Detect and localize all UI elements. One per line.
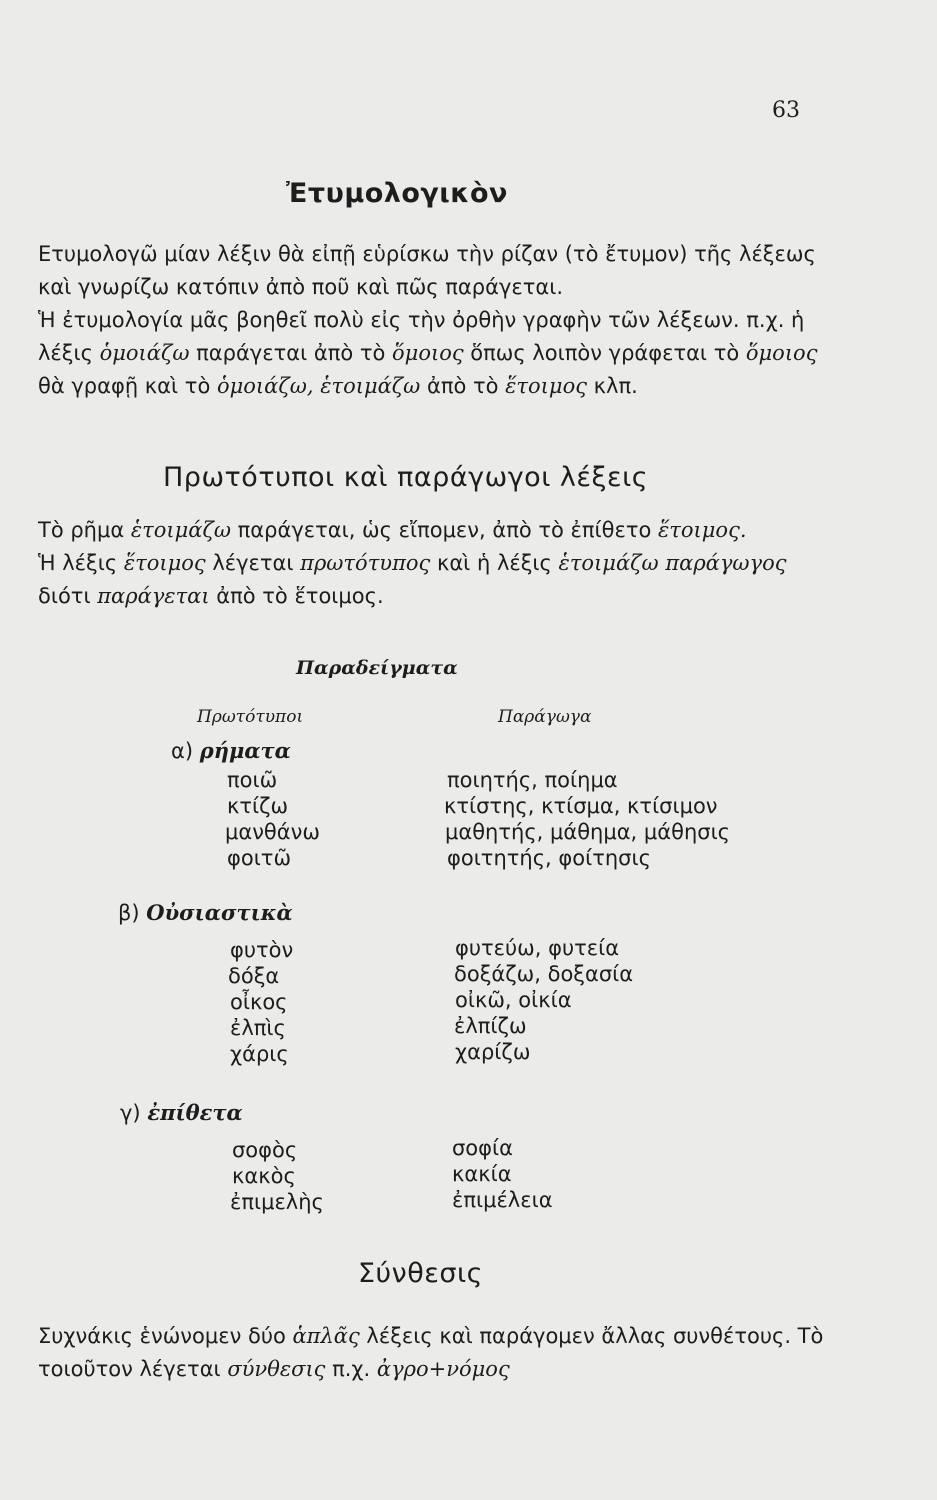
section-c-heading <box>120 1100 243 1125</box>
column-header-derived: Παράγωγα <box>498 707 592 727</box>
section-name: ρήματα <box>199 738 291 763</box>
synthesis-heading: Σύνθεσις <box>358 1258 483 1289</box>
intro-italic-5: ἕτοιμος <box>505 374 587 398</box>
intro-text-7: κλπ. <box>586 374 638 398</box>
text: π.χ. <box>325 1357 377 1381</box>
intro-italic-3: ὅμοιος <box>745 341 818 365</box>
italic-word: πρωτότυπος <box>300 551 431 575</box>
page-number: 63 <box>772 98 800 123</box>
section-a-heading <box>171 738 291 763</box>
intro-italic-2: ὅμοιος <box>392 341 464 365</box>
primary-word: σοφὸς <box>232 1138 298 1162</box>
primary-word: ἐπιμελὴς <box>230 1190 324 1214</box>
text: καὶ ἡ λέξις <box>430 551 559 575</box>
section-label: α) <box>171 739 194 763</box>
derived-words: μαθητής, μάθημα, μάθησις <box>445 820 731 844</box>
section-name: ἐπίθετα <box>147 1100 243 1125</box>
derived-words: σοφία <box>452 1136 513 1160</box>
examples-heading: Παραδείγματα <box>296 657 458 679</box>
text: λέξεις καὶ παράγομεν ἄλλας συνθέτους. Τὸ τοιοῦτον λέγεται <box>38 1324 824 1381</box>
derived-words: φοιτητής, φοίτησις <box>447 846 651 870</box>
intro-paragraph <box>38 238 828 403</box>
text: Συχνάκις ἑνώνομεν δύο <box>38 1324 293 1348</box>
italic-word: ἑτοιμάζω <box>558 551 659 575</box>
text: λέγεται <box>205 551 301 575</box>
italic-word: ἀγρο+νόμος <box>376 1357 510 1381</box>
primary-word: οἶκος <box>230 990 288 1014</box>
italic-word: παράγεται <box>97 584 210 608</box>
intro-italic-4: ὁμοιάζω, ἑτοιμάζω <box>216 374 421 398</box>
section-label: γ) <box>120 1101 141 1125</box>
italic-word: σύνθεσις <box>227 1357 326 1381</box>
derived-words: ἐπιμέλεια <box>452 1188 553 1212</box>
text: Ἡ λέξις <box>38 551 124 575</box>
section-name: Οὐσιαστικὰ <box>146 900 293 925</box>
derived-words: δοξάζω, δοξασία <box>454 962 634 986</box>
derived-words: κακία <box>452 1162 512 1186</box>
text: παράγεται, ὡς εἴπομεν, ἀπὸ τὸ ἐπίθετο <box>230 518 659 542</box>
text: διότι <box>38 584 98 608</box>
column-header-primary: Πρωτότυποι <box>197 707 304 727</box>
derived-words: ἐλπίζω <box>454 1014 527 1038</box>
italic-word: ἑτοιμάζω <box>130 518 231 542</box>
italic-word: παράγωγος <box>665 551 787 575</box>
primary-word: μανθάνω <box>225 820 320 844</box>
intro-text-5: θὰ γραφῇ καὶ τὸ <box>38 374 217 398</box>
primary-word: χάρις <box>230 1042 289 1066</box>
intro-text-3: παράγεται ἀπὸ τὸ <box>189 341 393 365</box>
synthesis-paragraph <box>38 1320 828 1386</box>
text: ἀπὸ τὸ ἕτοιμος. <box>209 584 384 608</box>
intro-italic-1: ὁμοιάζω <box>99 341 190 365</box>
derived-words: χαρίζω <box>455 1040 531 1064</box>
primary-word: ἐλπὶς <box>230 1016 286 1040</box>
section-subtitle: Πρωτότυποι καὶ παράγωγοι λέξεις <box>163 462 649 493</box>
second-paragraph <box>38 514 828 613</box>
intro-text-1: Ετυμολογῶ μίαν λέξιν θὰ εἰπῇ εὑρίσκω τὴν ρίζαν (τὸ ἔτυμον) τῆς λέξεως καὶ γνωρίζω κατόπιν ἀπὸ ποῦ καὶ πῶς παράγεται. <box>38 242 816 299</box>
primary-word: φυτὸν <box>230 938 294 962</box>
derived-words: οἰκῶ, οἰκία <box>455 988 572 1012</box>
primary-word: φοιτῶ <box>227 846 292 870</box>
italic-word: ἕτοιμος <box>123 551 206 575</box>
italic-word: ἁπλᾶς <box>292 1324 360 1348</box>
text: Τὸ ρῆμα <box>38 518 131 542</box>
intro-text-4: ὅπως λοιπὸν γράφεται τὸ <box>463 341 746 365</box>
primary-word: κακὸς <box>232 1164 296 1188</box>
primary-word: ποιῶ <box>227 768 278 792</box>
page-title: Ἐτυμολογικὸν <box>286 178 508 209</box>
primary-word: δόξα <box>228 964 280 988</box>
derived-words: ποιητής, ποίημα <box>447 768 618 792</box>
intro-text-6: ἀπὸ τὸ <box>420 374 506 398</box>
derived-words: φυτεύω, φυτεία <box>455 936 620 960</box>
derived-words: κτίστης, κτίσμα, κτίσιμον <box>444 794 718 818</box>
intro-text-2: Ἡ ἐτυμολογία μᾶς βοηθεῖ πολὺ εἰς τὴν ὀρθὴν γραφὴν τῶν λέξεων. π.χ. ἡ λέξις <box>38 308 805 365</box>
italic-word: ἕτοιμος. <box>658 518 747 542</box>
section-label: β) <box>118 901 140 925</box>
section-b-heading <box>118 900 293 925</box>
primary-word: κτίζω <box>227 794 289 818</box>
